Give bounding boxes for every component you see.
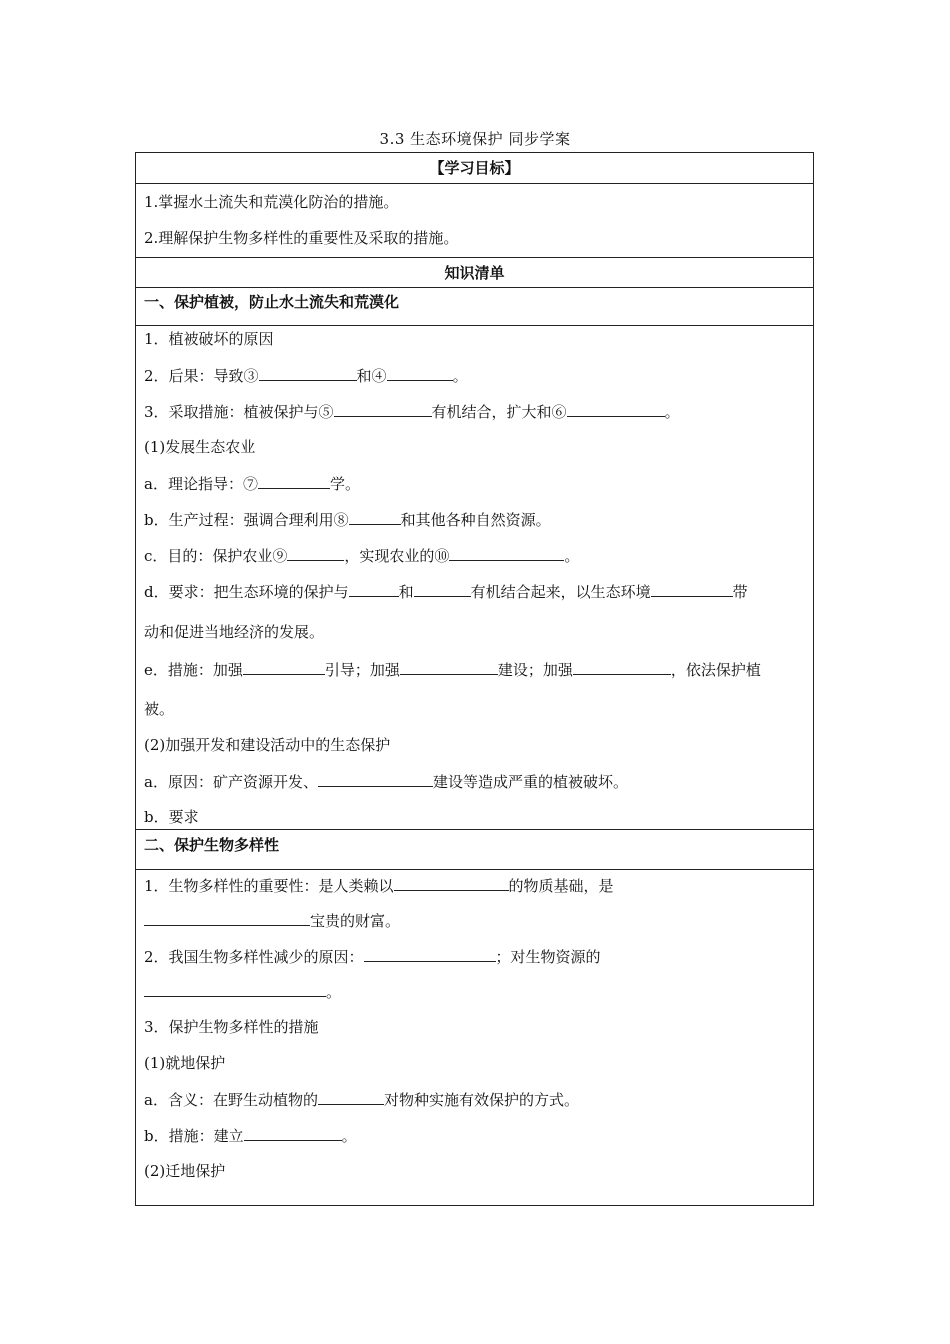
line-text: 和	[398, 583, 414, 601]
fill-blank[interactable]	[387, 365, 453, 381]
line-requirement-cont: 动和促进当地经济的发展。	[144, 623, 325, 641]
line-requirement-b: b．要求	[144, 808, 199, 826]
line-dev-protection: (2)加强开发和建设活动中的生态保护	[144, 736, 391, 754]
fill-blank[interactable]	[573, 659, 671, 675]
study-sheet-table	[135, 152, 814, 1206]
line-text: ，依法保护植	[670, 661, 761, 679]
line-protect-measures: 3．保护生物多样性的措施	[144, 1018, 319, 1036]
line-text: a．含义：在野生动植物的	[144, 1091, 318, 1109]
line-text: 3．采取措施：植被保护与⑤	[144, 403, 334, 421]
line-text: 引导；加强	[324, 661, 400, 679]
section1-body	[136, 325, 813, 829]
line-requirement	[144, 581, 748, 602]
fill-blank[interactable]	[400, 659, 498, 675]
line-text: c．目的：保护农业⑨	[144, 547, 288, 565]
line-text: 有机结合起来，以生态环境	[470, 583, 651, 601]
line-importance	[144, 875, 614, 896]
fill-blank[interactable]	[144, 981, 326, 997]
line-measures	[144, 401, 680, 422]
document-title: 3.3 生态环境保护 同步学案	[379, 130, 571, 148]
line-text: 2．我国生物多样性减少的原因：	[144, 948, 364, 966]
fill-blank[interactable]	[144, 910, 310, 926]
fill-blank[interactable]	[349, 581, 399, 597]
line-text: 。	[341, 1127, 357, 1145]
line-text: 1．生物多样性的重要性：是人类赖以	[144, 877, 394, 895]
fill-blank[interactable]	[243, 659, 325, 675]
objectives-header: 【学习目标】	[429, 159, 520, 177]
line-text: 宝贵的财富。	[310, 912, 401, 930]
line-text: 和④	[356, 367, 387, 385]
fill-blank[interactable]	[349, 509, 401, 525]
line-purpose	[144, 545, 579, 566]
fill-blank[interactable]	[567, 401, 665, 417]
fill-blank[interactable]	[651, 581, 733, 597]
line-meaning	[144, 1089, 579, 1110]
line-text: 建设；加强	[497, 661, 573, 679]
line-process	[144, 509, 551, 530]
line-text: ，实现农业的⑩	[344, 547, 450, 565]
line-text: 。	[452, 367, 468, 385]
line-in-situ: (1)就地保护	[144, 1054, 226, 1072]
fill-blank[interactable]	[244, 1125, 342, 1141]
line-text: a．原因：矿产资源开发、	[144, 773, 318, 791]
line-text: e．措施：加强	[144, 661, 243, 679]
fill-blank[interactable]	[334, 401, 432, 417]
fill-blank[interactable]	[364, 946, 496, 962]
line-text: 的物质基础，是	[508, 877, 614, 895]
line-text: 2．后果：导致③	[144, 367, 259, 385]
line-reason	[144, 771, 628, 792]
line-text: 建设等造成严重的植被破坏。	[432, 773, 628, 791]
section2-body	[136, 869, 813, 1205]
line-text: 学。	[329, 475, 360, 493]
objectives-row	[136, 183, 813, 257]
line-establish	[144, 1125, 357, 1146]
line-text: 。	[564, 547, 580, 565]
line-text: 带	[732, 583, 748, 601]
objectives-header-row	[136, 153, 813, 183]
line-text: 。	[326, 983, 342, 1001]
line-cause: 1．植被破坏的原因	[144, 330, 274, 348]
line-importance-cont	[144, 910, 400, 931]
line-text: ；对生物资源的	[495, 948, 601, 966]
line-ex-situ: (2)迁地保护	[144, 1162, 226, 1180]
line-text: 。	[664, 403, 680, 421]
section2-title-row	[136, 829, 813, 869]
line-text: 对物种实施有效保护的方式。	[383, 1091, 579, 1109]
line-eco-agri: (1)发展生态农业	[144, 438, 256, 456]
line-consequence	[144, 365, 468, 386]
line-decline-reason	[144, 946, 601, 967]
fill-blank[interactable]	[449, 545, 564, 561]
line-text: b．措施：建立	[144, 1127, 244, 1145]
line-decline-cont	[144, 981, 341, 1002]
line-theory	[144, 473, 360, 494]
fill-blank[interactable]	[318, 1089, 384, 1105]
line-text: d．要求：把生态环境的保护与	[144, 583, 349, 601]
line-text: a．理论指导：⑦	[144, 475, 258, 493]
fill-blank[interactable]	[258, 473, 330, 489]
knowledge-header: 知识清单	[444, 264, 505, 282]
fill-blank[interactable]	[287, 545, 344, 561]
fill-blank[interactable]	[414, 581, 471, 597]
section1-title: 一、保护植被，防止水土流失和荒漠化	[144, 293, 400, 311]
line-text: 和其他各种自然资源。	[400, 511, 551, 529]
objective-item: 2.理解保护生物多样性的重要性及采取的措施。	[144, 229, 459, 247]
knowledge-header-row	[136, 257, 813, 287]
section1-title-row	[136, 287, 813, 325]
objective-item: 1.掌握水土流失和荒漠化防治的措施。	[144, 193, 399, 211]
line-action-cont: 被。	[144, 700, 175, 718]
line-text: 有机结合，扩大和⑥	[431, 403, 567, 421]
fill-blank[interactable]	[259, 365, 357, 381]
fill-blank[interactable]	[394, 875, 509, 891]
line-action	[144, 659, 761, 680]
fill-blank[interactable]	[318, 771, 433, 787]
section2-title: 二、保护生物多样性	[144, 836, 280, 854]
line-text: b．生产过程：强调合理利用⑧	[144, 511, 349, 529]
